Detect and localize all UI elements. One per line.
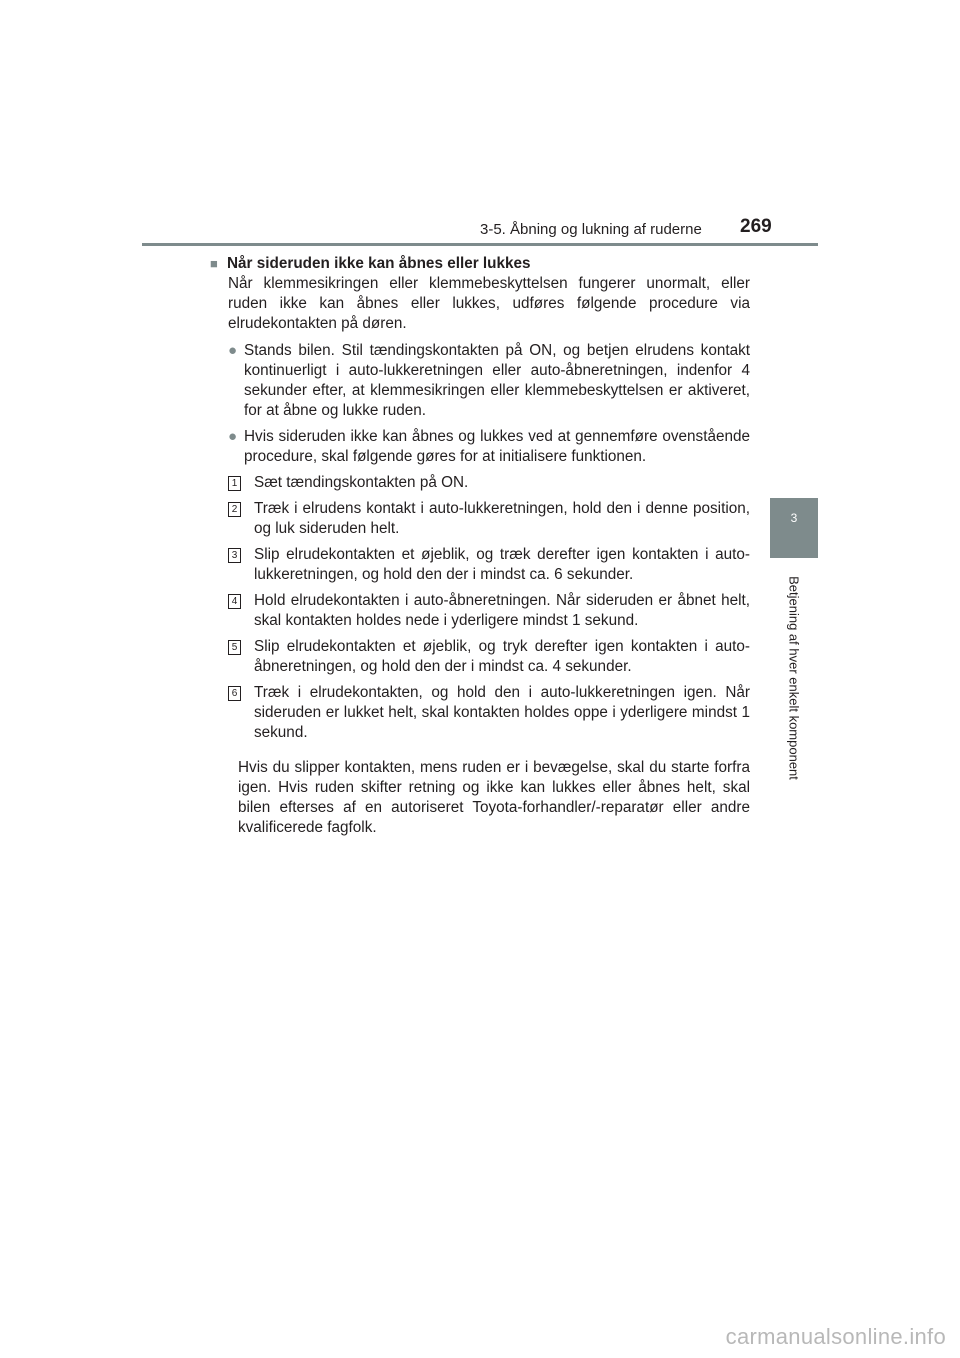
section-heading	[210, 254, 750, 274]
section-heading-text: Når sideruden ikke kan åbnes eller lukkes	[227, 255, 531, 272]
circle-bullet-icon: ●	[228, 428, 238, 445]
step-number-badge: 4	[228, 594, 241, 609]
step-item	[228, 473, 750, 493]
chapter-tab	[770, 558, 818, 798]
square-bullet-icon: ■	[210, 256, 218, 271]
step-text: Træk i elrudens kontakt i auto-lukkeretningen, hold den i denne position, og luk sideruden helt.	[254, 500, 750, 537]
list-item-text: Hvis sideruden ikke kan åbnes og lukkes ved at gennemføre ovenstående procedure, skal følgende gøres for at initialisere funktionen.	[244, 428, 750, 465]
step-number-badge: 6	[228, 686, 241, 701]
step-item	[228, 683, 750, 743]
step-item	[228, 499, 750, 539]
chapter-tab-label: Betjening af hver enkelt komponent	[786, 576, 802, 780]
chapter-title: 3-5. Åbning og lukning af ruderne	[480, 221, 702, 238]
header-divider	[142, 243, 818, 246]
step-number-badge: 2	[228, 502, 241, 517]
closing-paragraph: Hvis du slipper kontakten, mens ruden er i bevægelse, skal du starte forfra igen. Hvis ruden skifter retning og ikke kan lukkes eller åbnes helt, skal bilen efterses af en autoriseret Toyota-forhandler/-reparatør eller andre kvalificerede fagfolk.	[238, 759, 750, 837]
step-text: Sæt tændingskontakten på ON.	[254, 474, 469, 491]
step-item	[228, 545, 750, 585]
step-text: Hold elrudekontakten i auto-åbneretningen. Når sideruden er åbnet helt, skal kontakten holdes nede i yderligere mindst 1 sekund.	[254, 592, 750, 629]
step-text: Slip elrudekontakten et øjeblik, og tryk derefter igen kontakten i auto-åbneretningen, og hold den der i mindst ca. 4 sekunder.	[254, 638, 750, 675]
circle-bullet-icon: ●	[228, 342, 238, 359]
watermark-link[interactable]: carmanualsonline.info	[725, 1324, 946, 1349]
step-text: Slip elrudekontakten et øjeblik, og træk derefter igen kontakten i auto-lukkeretningen, og hold den der i mindst ca. 6 sekunder.	[254, 546, 750, 583]
page-number: 269	[740, 216, 772, 237]
step-number-badge: 3	[228, 548, 241, 563]
step-number-badge: 5	[228, 640, 241, 655]
step-item	[228, 591, 750, 631]
list-item-text: Stands bilen. Stil tændingskontakten på ON, og betjen elrudens kontakt kontinuerligt i auto-lukkeretningen eller auto-åbneretningen, indenfor 4 sekunder efter, at klemmesikringen eller klemmebeskyttelsen er aktiveret, for at åbne og lukke ruden.	[244, 342, 750, 419]
page-content	[210, 254, 750, 854]
step-text: Træk i elrudekontakten, og hold den i auto-lukkeretningen igen. Når sideruden er lukket helt, skal kontakten holdes oppe i yderligere mindst 1 sekund.	[254, 684, 750, 741]
list-item	[228, 427, 750, 467]
chapter-tab-number: 3	[770, 498, 818, 558]
step-number-badge: 1	[228, 476, 241, 491]
list-item	[228, 341, 750, 421]
intro-paragraph: Når klemmesikringen eller klemmebeskyttelsen fungerer unormalt, eller ruden ikke kan åbnes eller lukkes, udføres følgende procedure via elrudekontakten på døren.	[228, 275, 750, 332]
step-item	[228, 637, 750, 677]
